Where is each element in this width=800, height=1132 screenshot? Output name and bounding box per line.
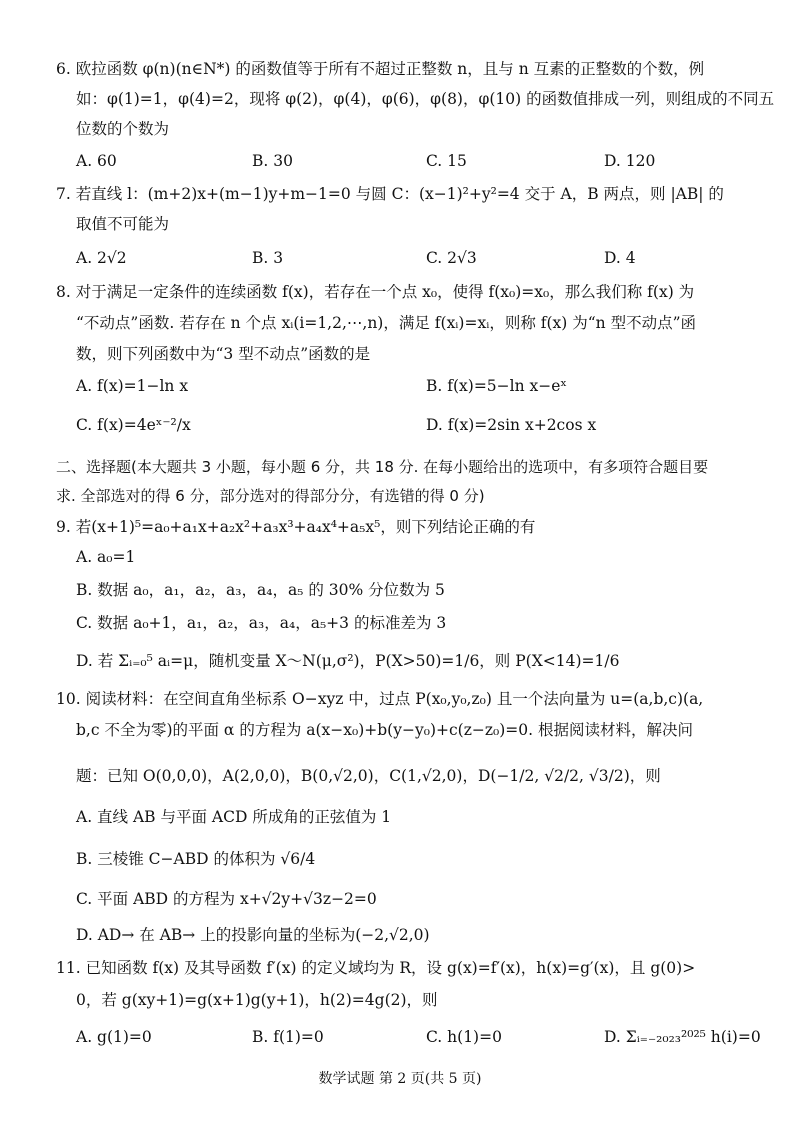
q9-option-b: B. 数据 a₀，a₁，a₂，a₃，a₄，a₅ 的 30% 分位数为 5 [76, 581, 445, 599]
q9-stem: 9. 若(x+1)⁵=a₀+a₁x+a₂x²+a₃x³+a₄x⁴+a₅x⁵，则下列结论正确的有 [56, 518, 536, 536]
q10-line-3: 题：已知 O(0,0,0)，A(2,0,0)，B(0,√2,0)，C(1,√2,0)，D(−1/2, √2/2, √3/2)，则 [76, 767, 661, 785]
q8-option-c: C. f(x)=4eˣ⁻²/x [76, 416, 191, 434]
q8-option-b: B. f(x)=5−ln x−eˣ [426, 377, 567, 395]
q10-line-2: b,c 不全为零)的平面 α 的方程为 a(x−x₀)+b(y−y₀)+c(z−z₀)=0. 根据阅读材料，解决问 [76, 721, 693, 739]
q10-option-b: B. 三棱锥 C−ABD 的体积为 √6/4 [76, 850, 316, 868]
q8-option-a: A. f(x)=1−ln x [76, 377, 189, 395]
q9-option-a: A. a₀=1 [76, 548, 136, 566]
q10-option-a: A. 直线 AB 与平面 ACD 所成角的正弦值为 1 [76, 808, 392, 826]
q6-line-3: 位数的个数为 [76, 120, 170, 138]
q8-line-3: 数，则下列函数中为“3 型不动点”函数的是 [76, 345, 371, 363]
q10-option-d: D. AD→ 在 AB→ 上的投影向量的坐标为(−2,√2,0) [76, 926, 430, 944]
q7-option-d: D. 4 [604, 249, 636, 267]
q10-line-1: 10. 阅读材料：在空间直角坐标系 O−xyz 中，过点 P(x₀,y₀,z₀) 且一个法向量为 u=(a,b,c)(a, [56, 690, 704, 708]
q8-option-d: D. f(x)=2sin x+2cos x [426, 416, 597, 434]
section2-line-1: 二、选择题(本大题共 3 小题，每小题 6 分，共 18 分. 在每小题给出的选项中，有多项符合题目要 [56, 458, 709, 476]
q11-line-1: 11. 已知函数 f(x) 及其导函数 f′(x) 的定义域均为 R，设 g(x)=f′(x)，h(x)=g′(x)，且 g(0)> [56, 959, 696, 977]
q9-option-c: C. 数据 a₀+1，a₁，a₂，a₃，a₄，a₅+3 的标准差为 3 [76, 614, 447, 632]
q11-option-b: B. f(1)=0 [252, 1028, 324, 1046]
page-footer: 数学试题 第 2 页(共 5 页) [318, 1071, 482, 1087]
q7-line-1: 7. 若直线 l：(m+2)x+(m−1)y+m−1=0 与圆 C：(x−1)²+y²=4 交于 A，B 两点，则 |AB| 的 [56, 185, 724, 203]
q6-line-1: 6. 欧拉函数 φ(n)(n∈N*) 的函数值等于所有不超过正整数 n，且与 n 互素的正整数的个数，例 [56, 60, 705, 78]
q6-line-2: 如：φ(1)=1，φ(4)=2，现将 φ(2)，φ(4)，φ(6)，φ(8)，φ(10) 的函数值排成一列，则组成的不同五 [76, 90, 775, 108]
q11-option-d: D. Σᵢ₌₋₂₀₂₃²⁰²⁵ h(i)=0 [604, 1028, 761, 1046]
q11-option-c: C. h(1)=0 [426, 1028, 502, 1046]
q11-option-a: A. g(1)=0 [76, 1028, 152, 1046]
q7-line-2: 取值不可能为 [76, 215, 170, 233]
q7-option-a: A. 2√2 [76, 249, 127, 267]
section2-line-2: 求. 全部选对的得 6 分，部分选对的得部分分，有选错的得 0 分) [56, 487, 485, 505]
q6-option-d: D. 120 [604, 152, 656, 170]
q7-option-b: B. 3 [252, 249, 284, 267]
q6-option-a: A. 60 [76, 152, 117, 170]
q8-line-2: “不动点”函数. 若存在 n 个点 xᵢ(i=1,2,⋯,n)，满足 f(xᵢ)=xᵢ，则称 f(x) 为“n 型不动点”函 [76, 314, 697, 332]
q11-line-2: 0，若 g(xy+1)=g(x+1)g(y+1)，h(2)=4g(2)，则 [76, 991, 438, 1009]
q6-option-b: B. 30 [252, 152, 293, 170]
q6-option-c: C. 15 [426, 152, 467, 170]
q8-line-1: 8. 对于满足一定条件的连续函数 f(x)，若存在一个点 x₀，使得 f(x₀)=x₀，那么我们称 f(x) 为 [56, 283, 695, 301]
q10-option-c: C. 平面 ABD 的方程为 x+√2y+√3z−2=0 [76, 890, 377, 908]
q9-option-d: D. 若 Σᵢ₌₀⁵ aᵢ=μ，随机变量 X～N(μ,σ²)，P(X>50)=1/6，则 P(X<14)=1/6 [76, 652, 620, 670]
q7-option-c: C. 2√3 [426, 249, 477, 267]
